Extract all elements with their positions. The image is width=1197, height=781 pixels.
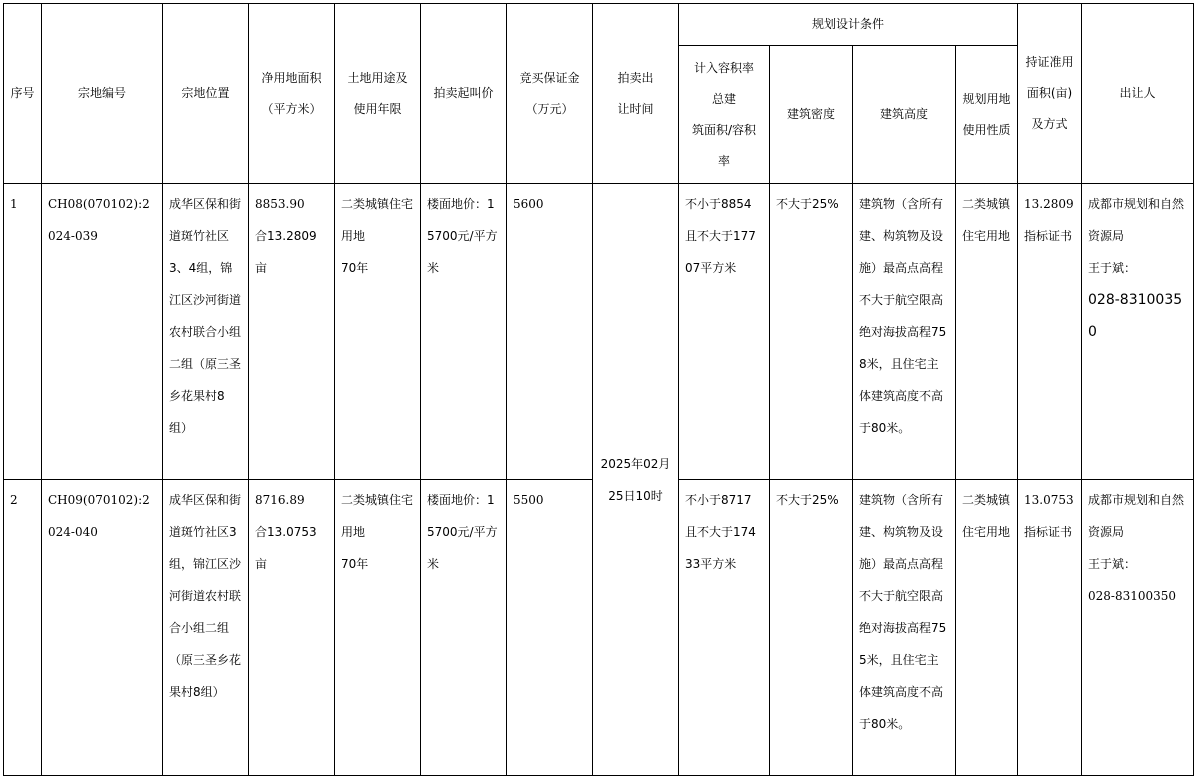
header-deposit: 竞买保证金 （万元） — [507, 4, 593, 184]
row-certificate: 13.0753 指标证书 — [1018, 480, 1082, 776]
header-start-price: 拍卖起叫价 — [421, 4, 507, 184]
row-deposit: 5500 — [507, 480, 593, 776]
row-deposit: 5600 — [507, 184, 593, 480]
header-planning-use: 规划用地 使用性质 — [956, 46, 1018, 184]
header-location: 宗地位置 — [163, 4, 249, 184]
header-parcel-no: 宗地编号 — [42, 4, 163, 184]
row-height: 建筑物（含所有建、构筑物及设施）最高点高程不大于航空限高绝对海拔高程755米，且住宅主体建筑高度不高于80米。 — [853, 480, 956, 776]
row-net-area: 8716.89 合13.0753亩 — [249, 480, 335, 776]
row-planning-use: 二类城镇住宅用地 — [956, 480, 1018, 776]
header-row-1 — [4, 4, 1194, 46]
row-land-use: 二类城镇住宅用地 70年 — [335, 480, 421, 776]
row-seq: 1 — [4, 184, 42, 480]
table-row — [4, 184, 1194, 480]
header-planning-group: 规划设计条件 — [679, 4, 1018, 46]
row-start-price: 楼面地价：15700元/平方米 — [421, 480, 507, 776]
row-certificate: 13.2809 指标证书 — [1018, 184, 1082, 480]
row-height: 建筑物（含所有建、构筑物及设施）最高点高程不大于航空限高绝对海拔高程758米，且住宅主体建筑高度不高于80米。 — [853, 184, 956, 480]
header-height: 建筑高度 — [853, 46, 956, 184]
row-location: 成华区保和街道斑竹社区3组，锦江区沙河街道农村联合小组二组（原三圣乡花果村8组） — [163, 480, 249, 776]
row-location: 成华区保和街道斑竹社区3、4组，锦江区沙河街道农村联合小组二组（原三圣乡花果村8组） — [163, 184, 249, 480]
row-start-price: 楼面地价：15700元/平方米 — [421, 184, 507, 480]
row-grantor: 成都市规划和自然资源局 王于斌： 028-83100350 — [1082, 184, 1194, 480]
header-auction-time: 拍卖出 让时间 — [593, 4, 679, 184]
row-far: 不小于8854且不大于17707平方米 — [679, 184, 770, 480]
row-density: 不大于25% — [770, 480, 853, 776]
header-certificate: 持证准用 面积(亩) 及方式 — [1018, 4, 1082, 184]
auction-time-cell: 2025年02月 25日10时 — [593, 184, 679, 776]
header-seq: 序号 — [4, 4, 42, 184]
row-seq: 2 — [4, 480, 42, 776]
row-parcel-no: CH08(070102):2024-039 — [42, 184, 163, 480]
row-land-use: 二类城镇住宅用地 70年 — [335, 184, 421, 480]
header-net-area: 净用地面积 （平方米） — [249, 4, 335, 184]
header-far: 计入容积率 总建 筑面积/容积 率 — [679, 46, 770, 184]
row-density: 不大于25% — [770, 184, 853, 480]
land-auction-table — [3, 3, 1194, 776]
row-planning-use: 二类城镇住宅用地 — [956, 184, 1018, 480]
row-far: 不小于8717且不大于17433平方米 — [679, 480, 770, 776]
row-grantor: 成都市规划和自然资源局 王于斌： 028-83100350 — [1082, 480, 1194, 776]
header-density: 建筑密度 — [770, 46, 853, 184]
header-land-use: 土地用途及 使用年限 — [335, 4, 421, 184]
row-parcel-no: CH09(070102):2024-040 — [42, 480, 163, 776]
header-grantor: 出让人 — [1082, 4, 1194, 184]
row-net-area: 8853.90 合13.2809亩 — [249, 184, 335, 480]
